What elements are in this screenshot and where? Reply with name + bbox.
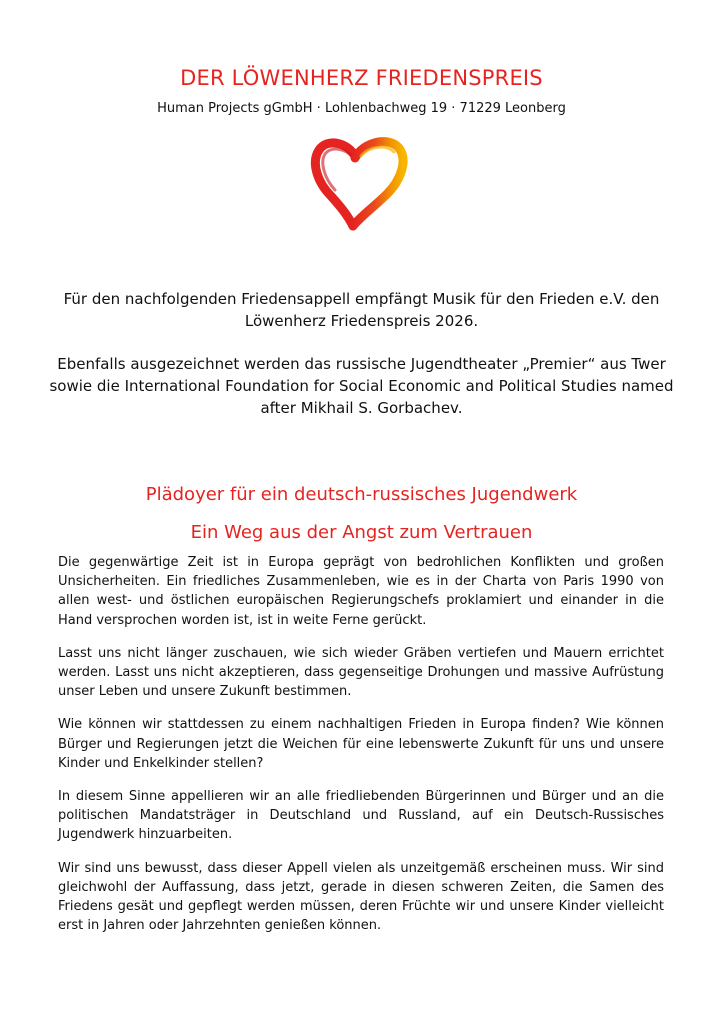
body-paragraph: Wir sind uns bewusst, dass dieser Appell vielen als unzeitgemäß erscheinen muss. Wir sind gleichwohl der Auffassung, dass jetzt, gerade in diesen schweren Zeiten, die Samen des Friedens gesät und gepflegt werden müssen, deren Früchte wir und unsere Kinder vielleicht erst in Jahren oder Jahrzehnten genießen können. — [58, 860, 664, 934]
body-paragraph: Wie können wir stattdessen zu einem nachhaltigen Frieden in Europa finden? Wie können Bürger und Regierungen jetzt die Weichen für eine lebenswerte Zukunft für uns und unsere Kinder und Enkelkinder stellen? — [58, 717, 664, 771]
body-paragraph: In diesem Sinne appellieren wir an alle friedliebenden Bürgerinnen und Bürger und an die politischen Mandatsträger in Deutschland und Russland, auf ein Deutsch-Russisches Jugendwerk hinzuarbeiten. — [58, 789, 664, 843]
heart-logo-icon — [309, 134, 409, 232]
appeal-body — [58, 553, 664, 949]
organization-address: Human Projects gGmbH · Lohlenbachweg 19 · 71229 Leonberg — [157, 101, 566, 116]
body-paragraph: Die gegenwärtige Zeit ist in Europa geprägt von bedrohlichen Konflikten und großen Unsicherheiten. Ein friedliches Zusammenleben, wie es in der Charta von Paris 1990 von allen west- und östlichen europäischen Regierungschefs proklamiert und einander in die Hand versprochen worden ist, ist in weite Ferne gerückt. — [58, 555, 664, 628]
appeal-heading: Plädoyer für ein deutsch-russisches Jugendwerk — [145, 484, 578, 505]
document-title: DER LÖWENHERZ FRIEDENSPREIS — [180, 66, 543, 90]
body-paragraph: Lasst uns nicht länger zuschauen, wie sich wieder Gräben vertiefen und Mauern errichtet werden. Lasst uns nicht akzeptieren, dass gegenseitige Drohungen und massive Aufrüstung unser Leben und unsere Zukunft bestimmen. — [58, 645, 664, 700]
appeal-subheading: Ein Weg aus der Angst zum Vertrauen — [190, 522, 533, 543]
intro-paragraph-award: Für den nachfolgenden Friedensappell empfängt Musik für den Frieden e.V. den Löwenherz Friedenspreis 2026. — [63, 290, 660, 330]
intro-paragraph-also-awarded: Ebenfalls ausgezeichnet werden das russische Jugendtheater „Premier“ aus Twer sowie die International Foundation for Social Economic and Political Studies named after Mikhail S. Gorbachev. — [49, 355, 674, 417]
